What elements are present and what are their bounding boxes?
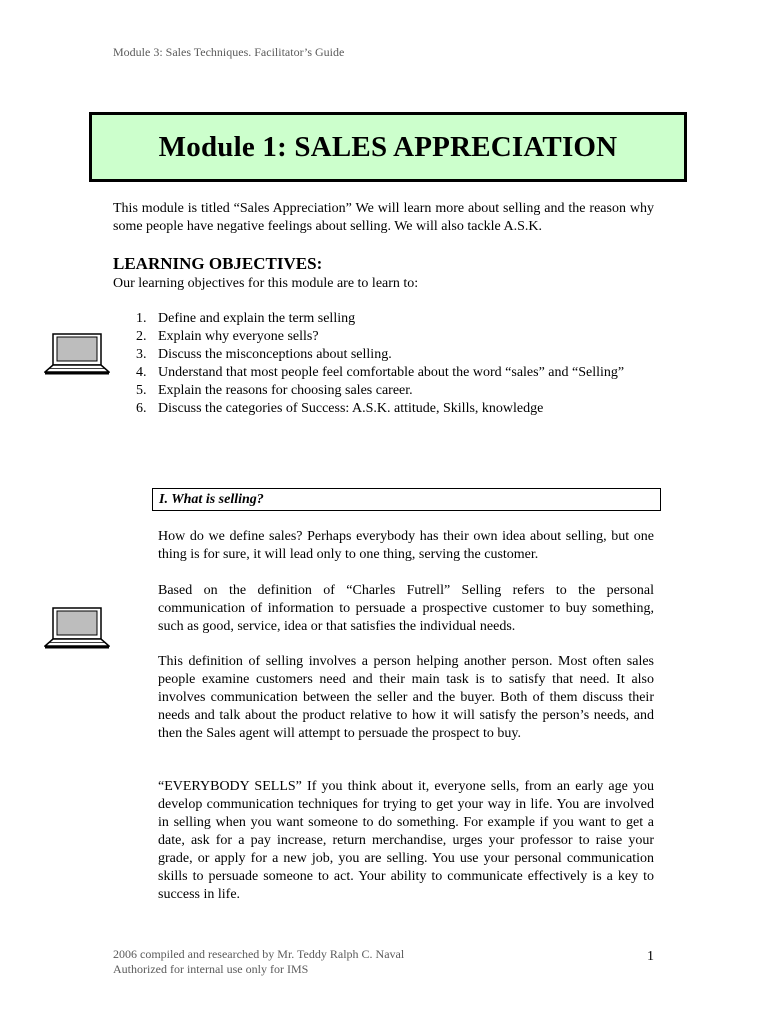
section-heading: I. What is selling?: [159, 491, 264, 507]
footer-credit: 2006 compiled and researched by Mr. Teddy Ralph C. Naval: [113, 947, 405, 961]
section-paragraph: How do we define sales? Perhaps everybody has their own idea about selling, but one thing is for sure, it will lead only to one thing, serving the customer.: [158, 529, 654, 562]
objective-item: [113, 310, 654, 328]
section-paragraph: Based on the definition of “Charles Futrell” Selling refers to the personal communication of information to persuade a prospective customer to buy something, such as good, service, idea or that satisfies the individual needs.: [158, 583, 654, 634]
footer-usage-note: Authorized for internal use only for IMS: [113, 962, 309, 976]
objective-item: [113, 382, 654, 400]
page-footer: [113, 947, 404, 977]
objective-item: [113, 346, 654, 364]
objective-text: Discuss the categories of Success: A.S.K. attitude, Skills, knowledge: [158, 401, 544, 416]
objective-item: [113, 328, 654, 346]
laptop-icon: [44, 607, 110, 649]
module-intro: This module is titled “Sales Appreciation” We will learn more about selling and the reason why some people have negative feelings about selling. We will also tackle A.S.K.: [113, 201, 654, 234]
module-title: Module 1: SALES APPRECIATION: [158, 130, 618, 163]
objective-number: 2.: [136, 329, 147, 344]
learning-objectives-heading: LEARNING OBJECTIVES:: [113, 254, 323, 273]
objective-text: Define and explain the term selling: [158, 311, 356, 326]
objective-number: 5.: [136, 383, 147, 398]
section-paragraph: This definition of selling involves a person helping another person. Most often sales people examine customers need and their main task is to satisfy that need. It also involves communication between the seller and the buyer. Both of them discuss their needs and talk about the product relative to how it will satisfy the person’s needs, and then the Sales agent will attempt to persuade the prospect to buy.: [158, 654, 654, 741]
objectives-list: [113, 310, 654, 418]
section-paragraph: “EVERYBODY SELLS” If you think about it, everyone sells, from an early age you develop communication techniques for trying to get your way in life. You are involved in selling when you want someone to do something. For example if you want to get a date, ask for a pay increase, return merchandise, urges your professor to raise your grade, or apply for a new job, you are selling. You use your personal communication skills to persuade someone to act. Your ability to communicate effectively is a key to success in life.: [158, 779, 654, 902]
objective-item: [113, 400, 654, 418]
objective-text: Explain why everyone sells?: [158, 329, 319, 344]
objective-text: Explain the reasons for choosing sales career.: [158, 383, 413, 398]
objective-number: 1.: [136, 311, 147, 326]
objective-number: 6.: [136, 401, 147, 416]
page-number: 1: [647, 949, 654, 964]
section-heading-box: [152, 488, 661, 511]
objective-number: 4.: [136, 365, 147, 380]
module-title-box: [89, 112, 687, 182]
learning-objectives-intro: Our learning objectives for this module are to learn to:: [113, 276, 419, 291]
laptop-icon: [44, 333, 110, 375]
objective-number: 3.: [136, 347, 147, 362]
objective-item: [113, 364, 654, 382]
objective-text: Understand that most people feel comfortable about the word “sales” and “Selling”: [158, 365, 625, 380]
running-header: Module 3: Sales Techniques. Facilitator’s Guide: [113, 45, 345, 59]
objective-text: Discuss the misconceptions about selling.: [158, 347, 392, 362]
